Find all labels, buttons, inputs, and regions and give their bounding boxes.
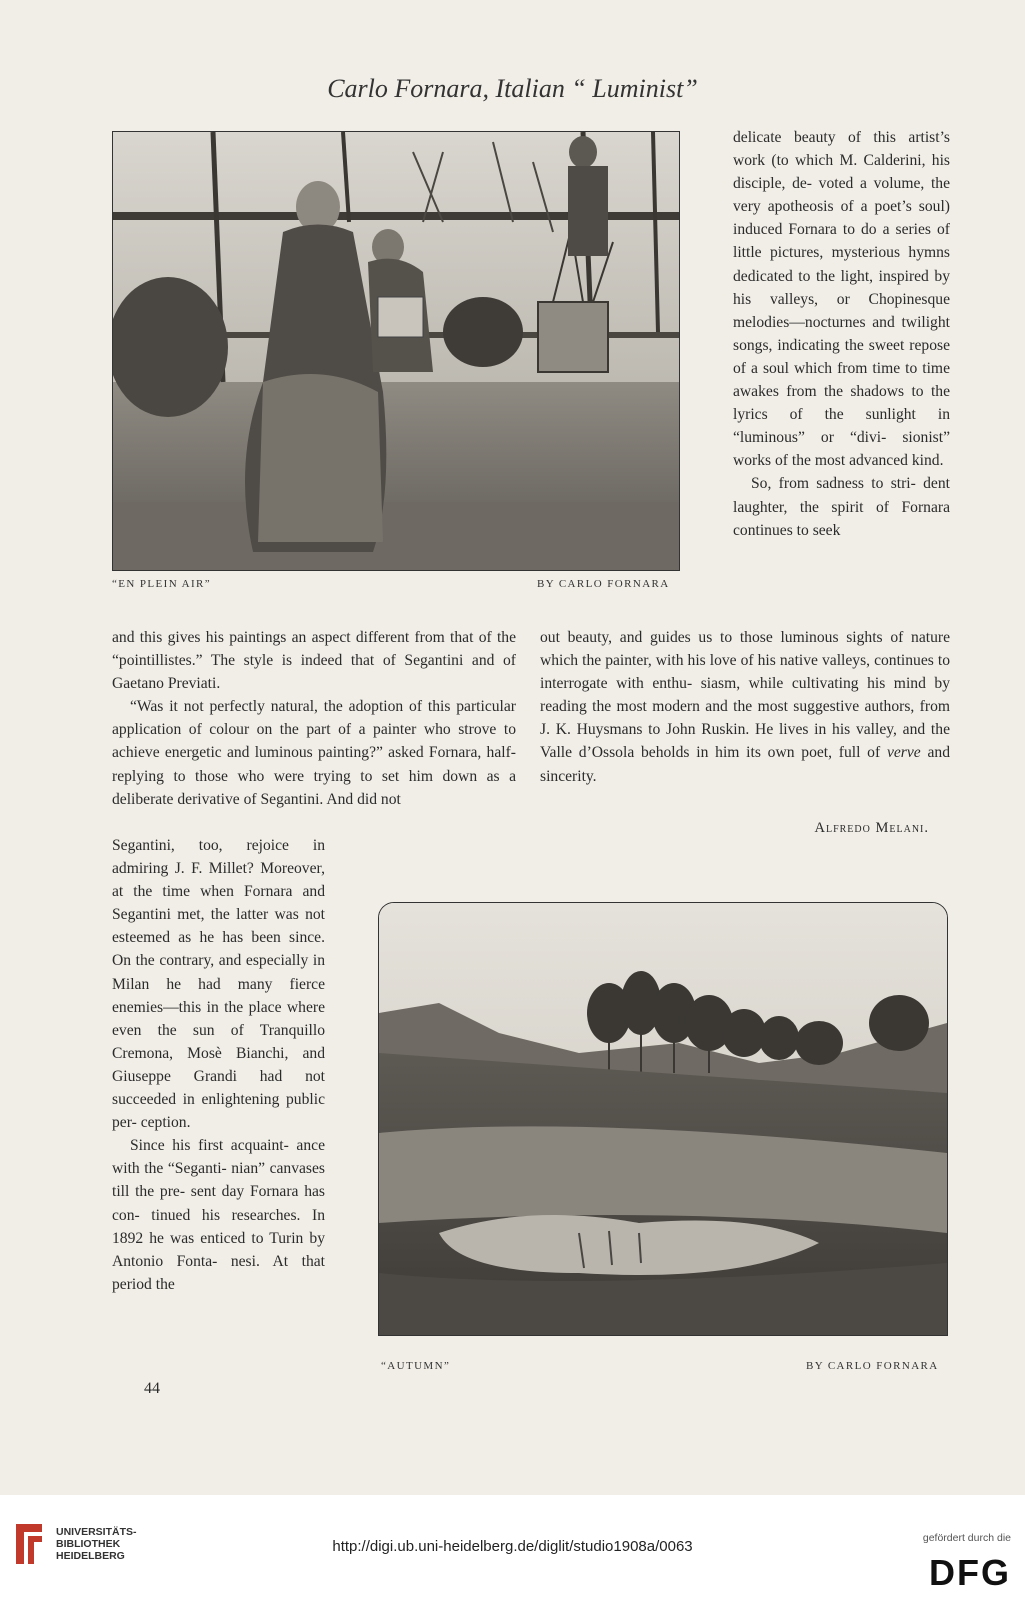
plate1-caption-title: “EN PLEIN AIR”	[112, 578, 212, 590]
paragraph: Segantini, too, rejoice in admiring J. F. Millet? Moreover, at the time when Fornara and Segantini met, the latter was not esteemed as he has been since. On the contrary, and especially in Milan he had many fierce enemies—this in the place where even the sun of Tranquillo Cremona, Mosè Bianchi, and Giuseppe Grandi had not succeeded in enlightening public per- ception.	[112, 837, 325, 1132]
paragraph: “Was it not perfectly natural, the adoption of this particular application of colour on the part of a painter who strove to achieve energetic and luminous painting?” asked Fornara, half-replying to those who were trying to set him down as a deliberate derivative of Segantini. And did not	[112, 698, 516, 808]
text-right-mid	[540, 626, 950, 788]
text-left-mid	[112, 626, 516, 811]
plate1-caption-artist: BY CARLO FORNARA	[537, 578, 670, 590]
text-run: out beauty, and guides us to those luminous sights of nature which the painter, with his love of his native valleys, continues to interrogate with enthu- siasm, while cultivating his mind by reading the most modern and the most suggestive authors, from J. K. Huysmans to John Ruskin. He lives in his valley, and the Valle d’Ossola beholds in him its own poet, full of	[540, 629, 950, 762]
plate-en-plein-air	[112, 131, 680, 571]
source-url-link[interactable]: http://digi.ub.uni-heidelberg.de/diglit/studio1908a/0063	[332, 1538, 693, 1555]
text-run-italic: verve	[886, 744, 921, 762]
paragraph: and this gives his paintings an aspect different from that of the “pointillistes.” The style is indeed that of Segantini and of Gaetano Previati.	[112, 629, 516, 693]
page-title: Carlo Fornara, Italian “ Luminist”	[327, 74, 698, 103]
text-left-bottom	[112, 834, 325, 1296]
paragraph: So, from sadness to stri- dent laughter, the spirit of Fornara continues to seek	[733, 475, 950, 539]
dfg-logo: DFG	[929, 1552, 1011, 1593]
painting-autumn-landscape	[379, 903, 947, 1335]
text-run: and sincerity.	[540, 744, 950, 785]
paragraph	[540, 626, 950, 788]
author-signature: Alfredo Melani.	[814, 820, 929, 836]
page-number: 44	[144, 1380, 160, 1397]
plate2-caption-title: “AUTUMN”	[381, 1360, 451, 1372]
plate-autumn	[378, 902, 948, 1336]
library-name-line: HEIDELBERG	[56, 1550, 125, 1562]
text-right-top	[733, 126, 950, 542]
painting-woman-and-child	[113, 132, 679, 570]
plate2-caption-artist: BY CARLO FORNARA	[806, 1360, 939, 1372]
funding-label: gefördert durch die	[922, 1532, 1011, 1544]
library-name-line: UNIVERSITÄTS-	[56, 1526, 137, 1538]
paragraph: Since his first acquaint- ance with the “Seganti- nian” canvases till the pre- sent day Fornara has con- tinued his researches. In 1892 he was enticed to Turin by Antonio Fonta- nesi. At that period the	[112, 1137, 325, 1293]
library-name-line: BIBLIOTHEK	[56, 1538, 121, 1550]
paragraph: delicate beauty of this artist’s work (to which M. Calderini, his disciple, de- voted a volume, the very apotheosis of a poet’s soul) induced Fornara to do a series of little pictures, mysterious hymns dedicated to the light, inspired by his valleys, or Chopinesque melodies—nocturnes and twilight songs, indicating the sweet repose of a soul which from time to time awakes from the shadows to the lyrics of the sunlight in “luminous” or “divi- sionist” works of the most advanced kind.	[733, 129, 950, 470]
